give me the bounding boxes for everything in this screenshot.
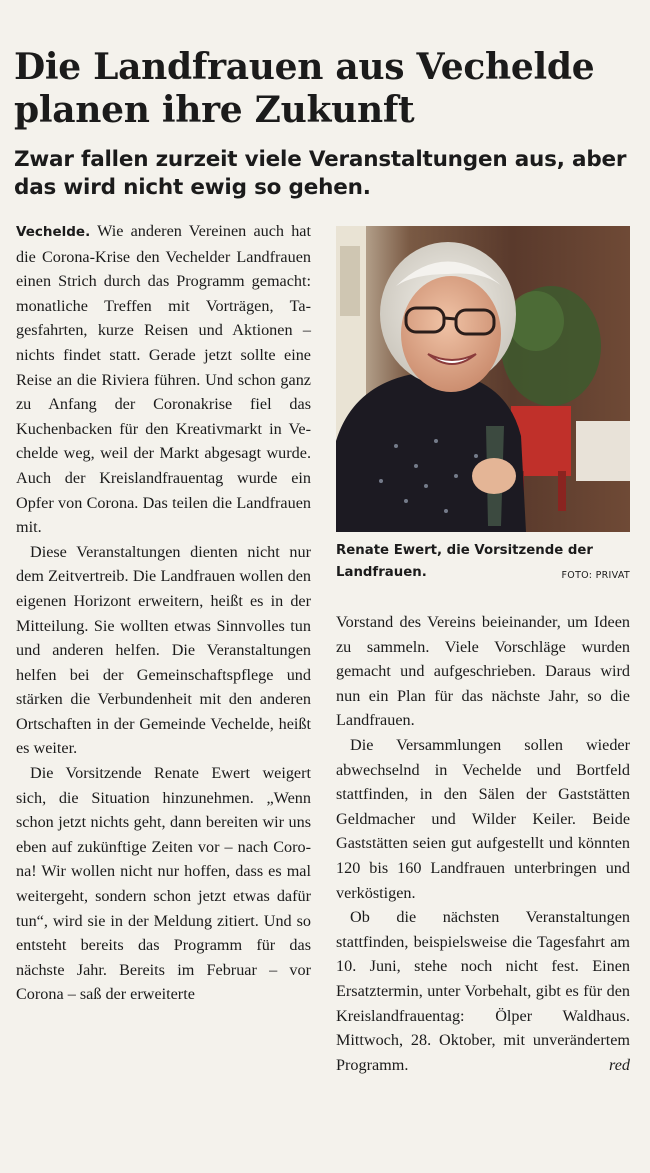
photo-credit: FOTO: PRIVAT <box>561 570 630 581</box>
left-column <box>16 219 311 1007</box>
portrait-photo <box>336 226 630 532</box>
paragraph: Die Versammlungen sollen wieder abwechselnd in Vechelde und Bortfeld stattfinden, in den Sälen der Gaststätten Geldmacher und Wilder Keiler. Beide Gaststätten seien gut aufgestellt und könnten 120 bis 160 Landfrauen unterbringen und verköstigen. <box>336 735 630 902</box>
paragraph: Diese Veranstaltungen dienten nicht nur dem Zeitvertreib. Die Landfrauen wollen den eigenen Horizont erweitern, heißt es in der Mitteilung. Sie wollten etwas Sinnvolles tun und anderen helfen. Die Veranstaltungen helfen bei der Gemeinschaftspflege und stärken die Verbundenheit mit den anderen Ortschaften in der Gemeinde Vechelde, heißt es weiter. <box>16 542 311 758</box>
paragraph: Vorstand des Vereins beieinander, um Ideen zu sammeln. Viele Vorschläge wurden gemacht und aufgeschrieben. Daraus wird nun ein Plan für das nächste Jahr, so die Landfrauen. <box>336 613 630 730</box>
headline: Die Landfrauen aus Vechelde planen ihre Zukunft <box>14 46 595 131</box>
photo-illustration <box>336 226 630 532</box>
paragraph <box>336 905 630 1077</box>
caption-text: Renate Ewert, die Vorsitzende der Landfrauen. <box>336 543 593 580</box>
photo-caption <box>336 540 630 587</box>
right-column <box>336 610 630 1077</box>
paragraph <box>16 219 311 540</box>
paragraph-text: Ob die nächsten Veranstaltungen stattfinden, beispielsweise die Tagesfahrt am 10. Juni, stehe noch nicht fest. Einen Ersatztermin, unter Vorbehalt, gibt es für den Kreislandfrauentag: Ölper Waldhaus. Mittwoch, 28. Oktober, mit unverändertem Programm. <box>336 908 630 1074</box>
paragraph-text: Wie anderen Vereinen auch hat die Corona-Krise den Vechelder Landfrauen einen Strich durch das Programm gemacht: monatliche Treffen mit Vorträgen, Tagesfahrten, kurze Reisen und Aktionen – nichts findet statt. Gerade jetzt sollte eine Reise an die Riviera führen. Und schon ganz zu Anfang der Coronakrise fiel das Kuchenbacken für den Kreativmarkt in Vechelde weg, weil der Markt abgesagt wurde. Auch der Kreislandfrauentag wurde ein Opfer von Corona. Das teilen die Landfrauen mit. <box>16 222 311 537</box>
author-signature: red <box>609 1055 630 1074</box>
dateline: Vechelde. <box>16 224 91 240</box>
paragraph: Die Vorsitzende Renate Ewert weigert sich, die Situation hinzunehmen. „Wenn schon jetzt nichts geht, dann bereiten wir uns eben auf zukünftige Zeiten vor – nach Corona! Wir wollen nicht nur hoffen, dass es mal weitergeht, sondern schon jetzt etwas dafür tun“, wird sie in der Meldung zitiert. Und so entsteht bereits das Programm für das nächste Jahr. Bereits im Februar – vor Corona – saß der erweiterte <box>16 764 311 1004</box>
subheadline: Zwar fallen zurzeit viele Veranstaltungen aus, aber das wird nicht ewig so gehen. <box>14 147 627 200</box>
